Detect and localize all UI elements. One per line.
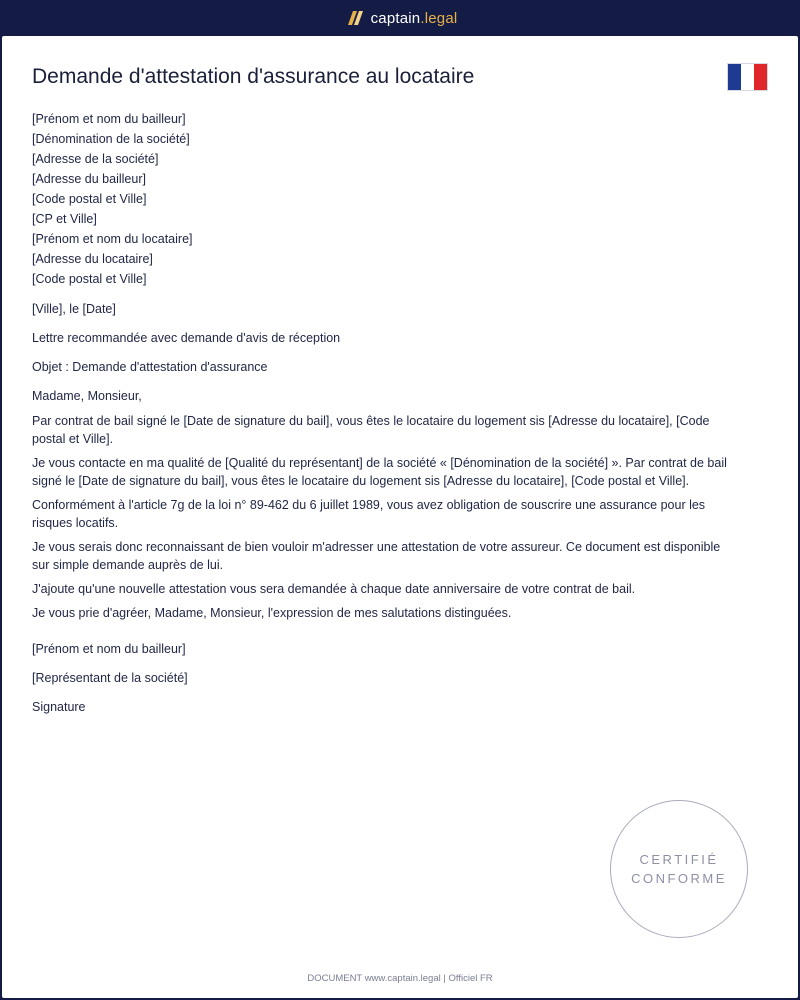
place-date: [Ville], le [Date] bbox=[32, 302, 116, 316]
delivery-mode: Lettre recommandée avec demande d'avis de réception bbox=[32, 331, 341, 345]
address-block bbox=[32, 109, 732, 289]
address-line: [Adresse du locataire] bbox=[32, 252, 153, 266]
letter-body bbox=[32, 109, 732, 716]
address-line: [Adresse de la société] bbox=[32, 152, 159, 166]
salutation: Madame, Monsieur, bbox=[32, 389, 142, 403]
paragraph: Je vous contacte en ma qualité de [Qualité du représentant] de la société « [Dénomination de la société] ». Par contrat de bail signé le [Date de signature du bail], vous êtes le locataire du logement sis [Adresse du locataire], [Code postal et Ville]. bbox=[32, 456, 727, 488]
certified-stamp bbox=[610, 800, 748, 938]
captain-legal-logo-icon bbox=[343, 10, 363, 26]
france-flag-icon bbox=[728, 64, 767, 90]
paragraph: Conformément à l'article 7g de la loi n° 89-462 du 6 juillet 1989, vous avez obligation de souscrire une assurance pour les risques locatifs. bbox=[32, 498, 706, 530]
address-line: [CP et Ville] bbox=[32, 212, 97, 226]
paragraph: Je vous prie d'agréer, Madame, Monsieur, l'expression de mes salutations distinguées. bbox=[32, 606, 512, 620]
document-sheet bbox=[2, 36, 798, 998]
top-bar bbox=[0, 0, 800, 36]
signoff-representative: [Représentant de la société] bbox=[32, 671, 188, 685]
address-line: [Code postal et Ville] bbox=[32, 272, 147, 286]
address-line: [Dénomination de la société] bbox=[32, 132, 190, 146]
document-title: Demande d'attestation d'assurance au locataire bbox=[32, 65, 475, 88]
letter-subject: Objet : Demande d'attestation d'assurance bbox=[32, 360, 268, 374]
address-line: [Prénom et nom du bailleur] bbox=[32, 112, 186, 126]
brand-logo[interactable] bbox=[343, 10, 458, 27]
footer-text: DOCUMENT www.captain.legal | Officiel FR bbox=[307, 973, 493, 984]
signature-label: Signature bbox=[32, 700, 86, 714]
address-line: [Adresse du bailleur] bbox=[32, 172, 146, 186]
stamp-line: CERTIFIÉ bbox=[639, 852, 719, 867]
paragraph: Je vous serais donc reconnaissant de bien vouloir m'adresser une attestation de votre assureur. Ce document est disponible sur simple demande auprès de lui. bbox=[32, 540, 721, 572]
address-line: [Prénom et nom du locataire] bbox=[32, 232, 193, 246]
address-line: [Code postal et Ville] bbox=[32, 192, 147, 206]
signoff-name: [Prénom et nom du bailleur] bbox=[32, 642, 186, 656]
paragraph: J'ajoute qu'une nouvelle attestation vous sera demandée à chaque date anniversaire de votre contrat de bail. bbox=[32, 582, 636, 596]
brand-name: captain.legal bbox=[370, 9, 458, 27]
stamp-line: CONFORME bbox=[631, 871, 727, 886]
paragraph: Par contrat de bail signé le [Date de signature du bail], vous êtes le locataire du logement sis [Adresse du locataire], [Code postal et Ville]. bbox=[32, 414, 710, 446]
